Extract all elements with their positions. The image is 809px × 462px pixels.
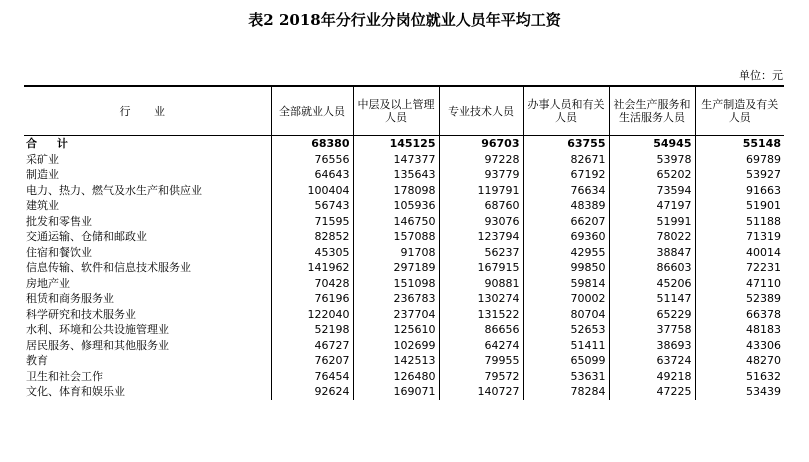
wage-value-cell: 140727 (439, 384, 523, 400)
table-row (24, 276, 784, 292)
wage-value-cell: 91708 (353, 245, 439, 261)
wage-value-cell: 53631 (523, 369, 609, 385)
wage-value-cell: 151098 (353, 276, 439, 292)
wage-value-cell: 53927 (695, 167, 784, 183)
wage-value-cell: 78284 (523, 384, 609, 400)
wage-value-cell: 52653 (523, 322, 609, 338)
wage-value-cell: 178098 (353, 183, 439, 199)
wage-value-cell: 82671 (523, 152, 609, 168)
wage-value-cell: 65202 (609, 167, 695, 183)
table-row (24, 214, 784, 230)
table-row (24, 291, 784, 307)
wage-value-cell: 70428 (271, 276, 353, 292)
table-row (24, 152, 784, 168)
wage-value-cell: 237704 (353, 307, 439, 323)
table-row (24, 198, 784, 214)
wage-value-cell: 100404 (271, 183, 353, 199)
wage-value-cell: 51901 (695, 198, 784, 214)
wage-value-cell: 93779 (439, 167, 523, 183)
wage-value-cell: 42955 (523, 245, 609, 261)
industry-name-cell: 合 计 (26, 137, 76, 151)
wage-value-cell: 70002 (523, 291, 609, 307)
wage-value-cell: 63724 (609, 353, 695, 369)
wage-value-cell: 169071 (353, 384, 439, 400)
wage-value-cell: 37758 (609, 322, 695, 338)
table-row (24, 384, 784, 400)
industry-name-cell: 卫生和社会工作 (26, 369, 103, 383)
wage-value-cell: 67192 (523, 167, 609, 183)
wage-value-cell: 40014 (695, 245, 784, 261)
wage-value-cell: 76196 (271, 291, 353, 307)
wage-value-cell: 45206 (609, 276, 695, 292)
table-row (24, 183, 784, 199)
wage-value-cell: 76634 (523, 183, 609, 199)
wage-value-cell: 82852 (271, 229, 353, 245)
industry-name-cell: 批发和零售业 (26, 214, 92, 228)
wage-value-cell: 43306 (695, 338, 784, 354)
column-header-clerical: 办事人员和有关人员 (523, 86, 609, 136)
wage-value-cell: 236783 (353, 291, 439, 307)
industry-name-cell: 文化、体育和娱乐业 (26, 385, 125, 399)
wage-value-cell: 66378 (695, 307, 784, 323)
wage-table (24, 85, 784, 400)
wage-value-cell: 59814 (523, 276, 609, 292)
wage-value-cell: 53978 (609, 152, 695, 168)
industry-name-cell: 信息传输、软件和信息技术服务业 (26, 261, 191, 275)
wage-value-cell: 71595 (271, 214, 353, 230)
wage-value-cell: 53439 (695, 384, 784, 400)
wage-value-cell: 48270 (695, 353, 784, 369)
wage-value-cell: 38693 (609, 338, 695, 354)
wage-value-cell: 123794 (439, 229, 523, 245)
wage-value-cell: 56743 (271, 198, 353, 214)
wage-value-cell: 86603 (609, 260, 695, 276)
column-header-all-employed: 全部就业人员 (271, 86, 353, 136)
wage-value-cell: 141962 (271, 260, 353, 276)
wage-value-cell: 71319 (695, 229, 784, 245)
wage-value-cell: 122040 (271, 307, 353, 323)
wage-value-cell: 92624 (271, 384, 353, 400)
table-row-total (24, 136, 784, 152)
wage-value-cell: 79955 (439, 353, 523, 369)
wage-value-cell: 65099 (523, 353, 609, 369)
wage-value-cell: 51147 (609, 291, 695, 307)
column-header-industry: 行 业 (24, 86, 271, 136)
column-header-service: 社会生产服务和生活服务人员 (609, 86, 695, 136)
wage-value-cell: 48183 (695, 322, 784, 338)
wage-value-cell: 64643 (271, 167, 353, 183)
wage-value-cell: 38847 (609, 245, 695, 261)
wage-value-cell: 90881 (439, 276, 523, 292)
wage-value-cell: 131522 (439, 307, 523, 323)
wage-value-cell: 49218 (609, 369, 695, 385)
wage-value-cell: 76207 (271, 353, 353, 369)
industry-name-cell: 教育 (26, 354, 48, 368)
wage-value-cell: 51632 (695, 369, 784, 385)
industry-name-cell: 水利、环境和公共设施管理业 (26, 323, 169, 337)
wage-value-cell: 99850 (523, 260, 609, 276)
wage-value-cell: 45305 (271, 245, 353, 261)
wage-value-cell: 125610 (353, 322, 439, 338)
wage-value-cell: 105936 (353, 198, 439, 214)
wage-value-cell: 52389 (695, 291, 784, 307)
table-row (24, 229, 784, 245)
table-body (24, 136, 784, 400)
wage-value-cell: 76454 (271, 369, 353, 385)
wage-value-cell: 69789 (695, 152, 784, 168)
industry-name-cell: 住宿和餐饮业 (26, 245, 92, 259)
wage-value-cell: 66207 (523, 214, 609, 230)
wage-value-cell: 91663 (695, 183, 784, 199)
wage-value-cell: 78022 (609, 229, 695, 245)
wage-value-cell: 52198 (271, 322, 353, 338)
column-header-managers: 中层及以上管理人员 (353, 86, 439, 136)
table-row (24, 245, 784, 261)
wage-value-cell: 102699 (353, 338, 439, 354)
table-row (24, 260, 784, 276)
wage-value-cell: 142513 (353, 353, 439, 369)
table-row (24, 338, 784, 354)
industry-name-cell: 交通运输、仓储和邮政业 (26, 230, 147, 244)
industry-name-cell: 建筑业 (26, 199, 59, 213)
wage-value-cell: 76556 (271, 152, 353, 168)
table-row (24, 353, 784, 369)
wage-value-cell: 167915 (439, 260, 523, 276)
wage-value-cell: 96703 (439, 136, 523, 152)
wage-value-cell: 51411 (523, 338, 609, 354)
wage-value-cell: 97228 (439, 152, 523, 168)
wage-value-cell: 64274 (439, 338, 523, 354)
wage-value-cell: 68380 (271, 136, 353, 152)
industry-name-cell: 居民服务、修理和其他服务业 (26, 338, 169, 352)
table-row (24, 307, 784, 323)
column-header-professionals: 专业技术人员 (439, 86, 523, 136)
wage-value-cell: 63755 (523, 136, 609, 152)
wage-value-cell: 80704 (523, 307, 609, 323)
wage-value-cell: 126480 (353, 369, 439, 385)
wage-value-cell: 86656 (439, 322, 523, 338)
wage-value-cell: 72231 (695, 260, 784, 276)
wage-value-cell: 54945 (609, 136, 695, 152)
wage-value-cell: 147377 (353, 152, 439, 168)
wage-value-cell: 46727 (271, 338, 353, 354)
wage-value-cell: 69360 (523, 229, 609, 245)
wage-value-cell: 51188 (695, 214, 784, 230)
wage-value-cell: 48389 (523, 198, 609, 214)
wage-value-cell: 145125 (353, 136, 439, 152)
wage-value-cell: 55148 (695, 136, 784, 152)
wage-value-cell: 47225 (609, 384, 695, 400)
wage-value-cell: 130274 (439, 291, 523, 307)
industry-name-cell: 房地产业 (26, 276, 70, 290)
table-row (24, 369, 784, 385)
wage-value-cell: 56237 (439, 245, 523, 261)
wage-value-cell: 297189 (353, 260, 439, 276)
table-row (24, 322, 784, 338)
wage-value-cell: 68760 (439, 198, 523, 214)
industry-name-cell: 采矿业 (26, 152, 59, 166)
unit-label: 单位：元 (739, 69, 783, 82)
table-row (24, 167, 784, 183)
wage-value-cell: 47110 (695, 276, 784, 292)
wage-value-cell: 65229 (609, 307, 695, 323)
column-header-production: 生产制造及有关人员 (695, 86, 784, 136)
wage-value-cell: 146750 (353, 214, 439, 230)
wage-value-cell: 79572 (439, 369, 523, 385)
header-row (24, 86, 784, 136)
wage-value-cell: 119791 (439, 183, 523, 199)
wage-value-cell: 93076 (439, 214, 523, 230)
wage-value-cell: 47197 (609, 198, 695, 214)
industry-name-cell: 电力、热力、燃气及水生产和供应业 (26, 183, 202, 197)
industry-name-cell: 制造业 (26, 168, 59, 182)
wage-value-cell: 51991 (609, 214, 695, 230)
wage-value-cell: 135643 (353, 167, 439, 183)
wage-value-cell: 73594 (609, 183, 695, 199)
industry-name-cell: 科学研究和技术服务业 (26, 307, 136, 321)
table-header (24, 86, 784, 136)
industry-name-cell: 租赁和商务服务业 (26, 292, 114, 306)
wage-value-cell: 157088 (353, 229, 439, 245)
table-title: 表2 2018年分行业分岗位就业人员年平均工资 (248, 11, 561, 29)
